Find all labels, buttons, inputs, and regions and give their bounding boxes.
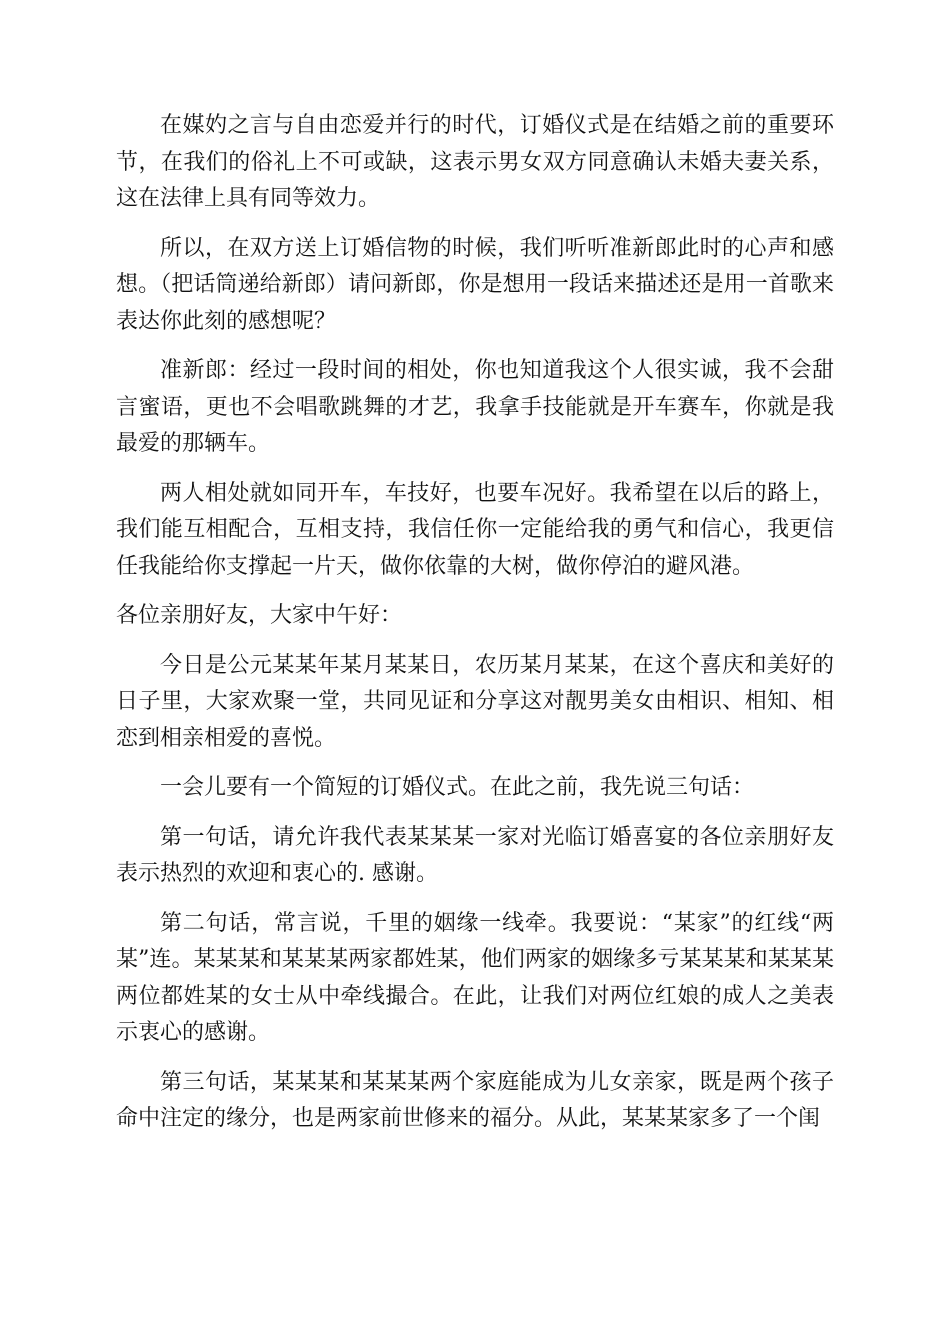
paragraph-3: 准新郎：经过一段时间的相处，你也知道我这个人很实诚，我不会甜言蜜语，更也不会唱歌跳舞的才艺，我拿手技能就是开车赛车，你就是我最爱的那辆车。 bbox=[116, 358, 834, 456]
paragraph-8: 第一句话，请允许我代表某某某一家对光临订婚喜宴的各位亲朋好友表示热烈的欢迎和衷心的. 感谢。 bbox=[116, 824, 834, 886]
paragraph-2: 所以，在双方送上订婚信物的时候，我们听听准新郎此时的心声和感想。（把话筒递给新郎）请问新郎，你是想用一段话来描述还是用一首歌来表达你此刻的感想呢？ bbox=[116, 235, 834, 334]
paragraph-10: 第三句话，某某某和某某某两个家庭能成为儿女亲家，既是两个孩子命中注定的缘分，也是两家前世修来的福分。从此，某某某家多了一个闺 bbox=[116, 1069, 834, 1131]
paragraph-5: 各位亲朋好友，大家中午好： bbox=[116, 603, 403, 628]
paragraph-7: 一会儿要有一个简短的订婚仪式。在此之前，我先说三句话： bbox=[160, 775, 755, 800]
paragraph-9: 第二句话，常言说，千里的姻缘一线牵。我要说：“某家”的红线“两某”连。某某某和某某某两家都姓某，他们两家的姻缘多亏某某某和某某某两位都姓某的女士从中牵线撮合。在此，让我们对两位红娘的成人之美表示衷心的感谢。 bbox=[116, 910, 834, 1045]
paragraph-4: 两人相处就如同开车，车技好，也要车况好。我希望在以后的路上，我们能互相配合，互相支持，我信任你一定能给我的勇气和信心，我更信任我能给你支撑起一片天，做你依靠的大树，做你停泊的避风港。 bbox=[116, 480, 834, 579]
paragraph-1: 在媒妁之言与自由恋爱并行的时代，订婚仪式是在结婚之前的重要环节，在我们的俗礼上不可或缺，这表示男女双方同意确认未婚夫妻关系，这在法律上具有同等效力。 bbox=[116, 113, 834, 211]
document-body bbox=[116, 108, 834, 1151]
paragraph-6: 今日是公元某某年某月某某日，农历某月某某，在这个喜庆和美好的日子里，大家欢聚一堂，共同见证和分享这对靓男美女由相识、相知、相恋到相亲相爱的喜悦。 bbox=[116, 652, 834, 751]
